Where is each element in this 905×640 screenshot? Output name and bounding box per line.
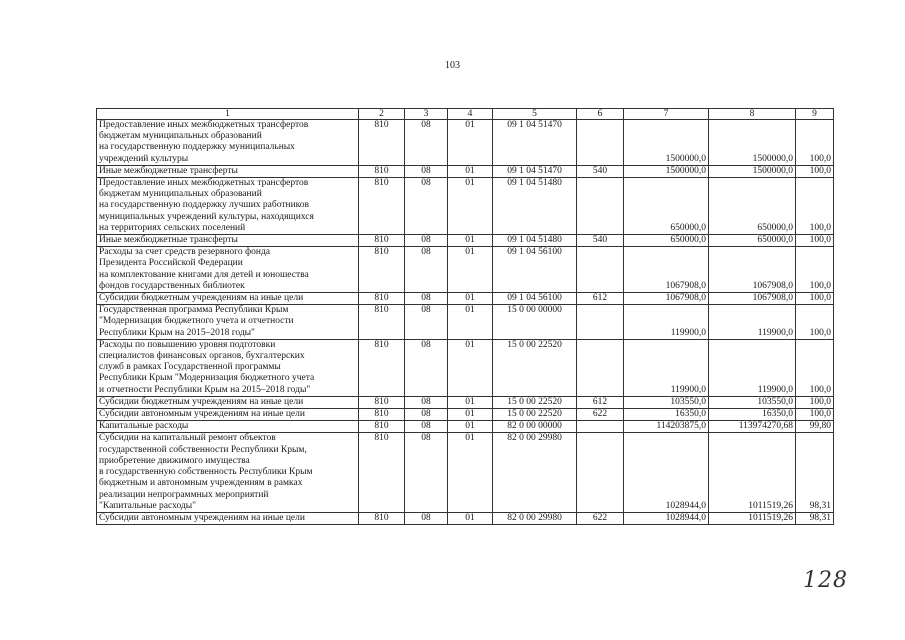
executed-amount: 1067908,0: [709, 293, 796, 305]
ministry-code: 810: [359, 409, 405, 421]
column-header: 9: [796, 109, 834, 120]
execution-percent: 100,0: [796, 235, 834, 247]
row-description: Расходы по повышению уровня подготовки специалистов финансовых органов, бухгалтерских служб в рамках Государственной программы Республики Крым "Модернизация бюджетного учета и отчетности Республики Крым на 2015–2018 годы": [97, 339, 359, 396]
section-code: 08: [405, 178, 448, 235]
executed-amount: 1500000,0: [709, 165, 796, 177]
executed-amount: 1011519,26: [709, 433, 796, 512]
ministry-code: 810: [359, 293, 405, 305]
executed-amount: 103550,0: [709, 396, 796, 408]
target-article-code: 82 0 00 00000: [493, 421, 577, 433]
execution-percent: 100,0: [796, 247, 834, 293]
column-header: 7: [624, 109, 709, 120]
execution-percent: 100,0: [796, 409, 834, 421]
planned-amount: 16350,0: [624, 409, 709, 421]
executed-amount: 119900,0: [709, 305, 796, 340]
expense-type-code: 540: [577, 235, 624, 247]
execution-percent: 100,0: [796, 293, 834, 305]
subsection-code: 01: [448, 396, 493, 408]
executed-amount: 1067908,0: [709, 247, 796, 293]
planned-amount: 114203875,0: [624, 421, 709, 433]
row-description: Субсидии автономным учреждениям на иные цели: [97, 512, 359, 524]
subsection-code: 01: [448, 512, 493, 524]
subsection-code: 01: [448, 165, 493, 177]
subsection-code: 01: [448, 421, 493, 433]
expense-type-code: [577, 433, 624, 512]
row-description: Капитальные расходы: [97, 421, 359, 433]
execution-percent: 100,0: [796, 339, 834, 396]
target-article-code: 82 0 00 29980: [493, 433, 577, 512]
subsection-code: 01: [448, 305, 493, 340]
subsection-code: 01: [448, 247, 493, 293]
column-header: 4: [448, 109, 493, 120]
executed-amount: 650000,0: [709, 235, 796, 247]
execution-percent: 98,31: [796, 433, 834, 512]
budget-table: [96, 108, 834, 525]
execution-percent: 100,0: [796, 305, 834, 340]
column-header: 8: [709, 109, 796, 120]
target-article-code: 09 1 04 51480: [493, 235, 577, 247]
table-row: [97, 165, 834, 177]
section-code: 08: [405, 396, 448, 408]
table-row: [97, 421, 834, 433]
ministry-code: 810: [359, 165, 405, 177]
expense-type-code: 540: [577, 165, 624, 177]
planned-amount: 1500000,0: [624, 120, 709, 166]
column-header: 5: [493, 109, 577, 120]
row-description: Государственная программа Республики Крым "Модернизация бюджетного учета и отчетности Республики Крым на 2015–2018 годы": [97, 305, 359, 340]
ministry-code: 810: [359, 235, 405, 247]
column-header: 3: [405, 109, 448, 120]
subsection-code: 01: [448, 433, 493, 512]
section-code: 08: [405, 165, 448, 177]
table-row: [97, 396, 834, 408]
subsection-code: 01: [448, 339, 493, 396]
expense-type-code: [577, 421, 624, 433]
table-row: [97, 339, 834, 396]
subsection-code: 01: [448, 120, 493, 166]
target-article-code: 15 0 00 22520: [493, 339, 577, 396]
target-article-code: 09 1 04 56100: [493, 247, 577, 293]
table-row: [97, 235, 834, 247]
execution-percent: 100,0: [796, 178, 834, 235]
row-description: Иные межбюджетные трансферты: [97, 235, 359, 247]
ministry-code: 810: [359, 305, 405, 340]
subsection-code: 01: [448, 178, 493, 235]
expense-type-code: 622: [577, 512, 624, 524]
ministry-code: 810: [359, 421, 405, 433]
executed-amount: 650000,0: [709, 178, 796, 235]
ministry-code: 810: [359, 433, 405, 512]
execution-percent: 100,0: [796, 396, 834, 408]
expense-type-code: 622: [577, 409, 624, 421]
table-row: [97, 512, 834, 524]
ministry-code: 810: [359, 512, 405, 524]
target-article-code: 15 0 00 22520: [493, 396, 577, 408]
planned-amount: 650000,0: [624, 178, 709, 235]
planned-amount: 119900,0: [624, 305, 709, 340]
target-article-code: 09 1 04 51470: [493, 120, 577, 166]
execution-percent: 99,80: [796, 421, 834, 433]
planned-amount: 1067908,0: [624, 293, 709, 305]
section-code: 08: [405, 409, 448, 421]
planned-amount: 1028944,0: [624, 512, 709, 524]
target-article-code: 09 1 04 51480: [493, 178, 577, 235]
column-number-row: [97, 109, 834, 120]
table-row: [97, 178, 834, 235]
section-code: 08: [405, 512, 448, 524]
ministry-code: 810: [359, 247, 405, 293]
row-description: Субсидии автономным учреждениям на иные цели: [97, 409, 359, 421]
executed-amount: 1011519,26: [709, 512, 796, 524]
table-row: [97, 305, 834, 340]
planned-amount: 1500000,0: [624, 165, 709, 177]
planned-amount: 1028944,0: [624, 433, 709, 512]
row-description: Предоставление иных межбюджетных трансфертов бюджетам муниципальных образований на государственную поддержку лучших работников муниципальных учреждений культуры, находящихся на территориях сельских поселений: [97, 178, 359, 235]
planned-amount: 119900,0: [624, 339, 709, 396]
row-description: Предоставление иных межбюджетных трансфертов бюджетам муниципальных образований на государственную поддержку муниципальных учреждений культуры: [97, 120, 359, 166]
column-header: 2: [359, 109, 405, 120]
execution-percent: 98,31: [796, 512, 834, 524]
column-header: 6: [577, 109, 624, 120]
target-article-code: 09 1 04 51470: [493, 165, 577, 177]
section-code: 08: [405, 235, 448, 247]
subsection-code: 01: [448, 235, 493, 247]
executed-amount: 16350,0: [709, 409, 796, 421]
section-code: 08: [405, 421, 448, 433]
subsection-code: 01: [448, 409, 493, 421]
planned-amount: 1067908,0: [624, 247, 709, 293]
section-code: 08: [405, 293, 448, 305]
ministry-code: 810: [359, 178, 405, 235]
expense-type-code: [577, 178, 624, 235]
executed-amount: 113974270,68: [709, 421, 796, 433]
subsection-code: 01: [448, 293, 493, 305]
section-code: 08: [405, 433, 448, 512]
page-number: 103: [445, 60, 460, 71]
table-row: [97, 409, 834, 421]
row-description: Расходы за счет средств резервного фонда Президента Российской Федерации на комплектование книгами для детей и юношества фондов государственных библиотек: [97, 247, 359, 293]
row-description: Субсидии бюджетным учреждениям на иные цели: [97, 396, 359, 408]
ministry-code: 810: [359, 120, 405, 166]
target-article-code: 09 1 04 56100: [493, 293, 577, 305]
row-description: Иные межбюджетные трансферты: [97, 165, 359, 177]
table-row: [97, 120, 834, 166]
expense-type-code: [577, 339, 624, 396]
ministry-code: 810: [359, 396, 405, 408]
expense-type-code: [577, 120, 624, 166]
section-code: 08: [405, 305, 448, 340]
section-code: 08: [405, 120, 448, 166]
section-code: 08: [405, 247, 448, 293]
expense-type-code: [577, 247, 624, 293]
target-article-code: 15 0 00 00000: [493, 305, 577, 340]
executed-amount: 119900,0: [709, 339, 796, 396]
planned-amount: 650000,0: [624, 235, 709, 247]
table-row: [97, 247, 834, 293]
planned-amount: 103550,0: [624, 396, 709, 408]
section-code: 08: [405, 339, 448, 396]
table-row: [97, 433, 834, 512]
execution-percent: 100,0: [796, 165, 834, 177]
executed-amount: 1500000,0: [709, 120, 796, 166]
target-article-code: 82 0 00 29980: [493, 512, 577, 524]
column-header: 1: [97, 109, 359, 120]
target-article-code: 15 0 00 22520: [493, 409, 577, 421]
row-description: Субсидии на капитальный ремонт объектов государственной собственности Республики Крым, приобретение движимого имущества в государственную собственность Республики Крым бюджетным и автономным учреждениям в рамках реализации непрограммных мероприятий "Капитальные расходы": [97, 433, 359, 512]
row-description: Субсидии бюджетным учреждениям на иные цели: [97, 293, 359, 305]
table-row: [97, 293, 834, 305]
execution-percent: 100,0: [796, 120, 834, 166]
expense-type-code: [577, 305, 624, 340]
expense-type-code: 612: [577, 293, 624, 305]
handwritten-page-number: 128: [803, 568, 848, 593]
ministry-code: 810: [359, 339, 405, 396]
expense-type-code: 612: [577, 396, 624, 408]
